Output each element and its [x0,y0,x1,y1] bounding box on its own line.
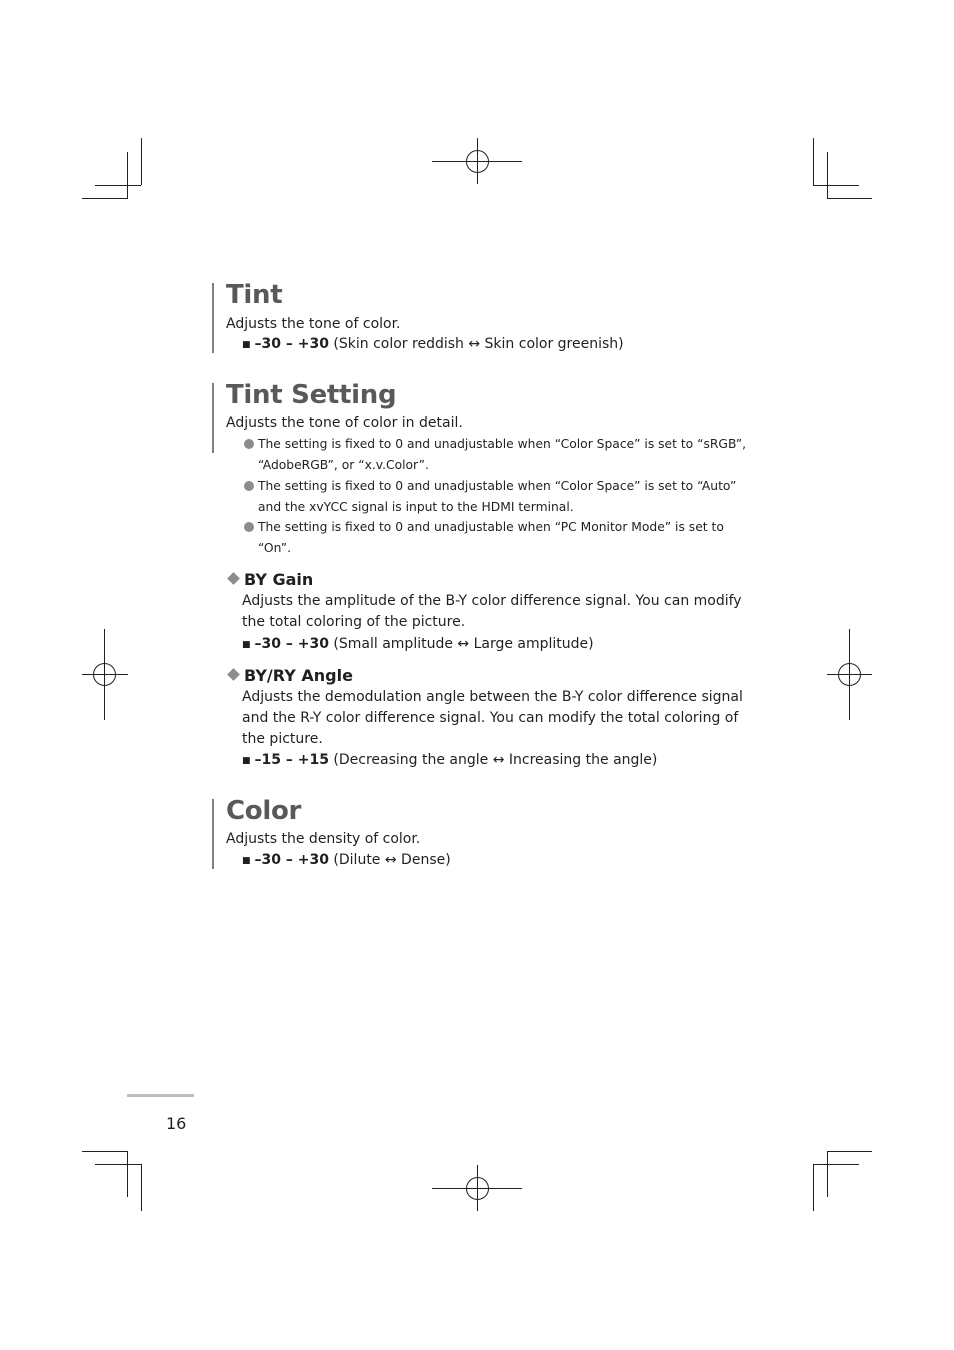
range-line [242,634,594,655]
range-description: (Skin color reddish ↔ Skin color greenish) [328,336,624,352]
subsection-title-by-ry-angle [226,666,353,686]
crop-mark-top-left [82,138,142,199]
section-description: Adjusts the density of color. [226,831,421,847]
note-line: “On”. [258,540,292,555]
subsection-title-text: BY Gain [244,570,314,589]
note-line: The setting is fixed to 0 and unadjustable when “PC Monitor Mode” is set to [258,520,724,534]
registration-mark-right [827,629,872,720]
range-line [242,750,657,771]
registration-mark-bottom [432,1165,522,1211]
range-description: (Dilute ↔ Dense) [328,852,451,868]
section-description: Adjusts the tone of color. [226,316,401,332]
circle-bullet-icon [244,522,254,532]
note-item [244,434,746,476]
note-line: and the xvYCC signal is input to the HDMI terminal. [258,499,574,514]
section-description: Adjusts the tone of color in detail. [226,415,463,431]
note-item [244,476,736,518]
section-bar [212,383,214,453]
footer-rule [127,1094,194,1097]
note-line: “AdobeRGB”, or “x.v.Color”. [258,457,429,472]
crop-mark-top-right [813,138,872,199]
subsection-text: the picture. [242,731,323,747]
square-bullet-icon: ■ [242,640,251,650]
range-value: –30 – +30 [254,852,329,868]
range-description: (Small amplitude ↔ Large amplitude) [328,636,594,652]
section-bar [212,283,214,353]
page-number: 16 [166,1114,187,1133]
circle-bullet-icon [244,481,254,491]
range-line [242,850,451,871]
range-value: –30 – +30 [254,636,329,652]
subsection-text: and the R-Y color difference signal. You can modify the total coloring of [242,710,739,726]
range-line [242,334,624,355]
section-title-color: Color [226,796,302,826]
diamond-icon [227,572,240,585]
range-value: –15 – +15 [254,752,329,768]
range-description: (Decreasing the angle ↔ Increasing the angle) [328,752,658,768]
subsection-title-text: BY/RY Angle [244,666,353,685]
circle-bullet-icon [244,439,254,449]
section-bar [212,799,214,869]
registration-mark-left [82,629,128,720]
square-bullet-icon: ■ [242,340,251,350]
subsection-text: Adjusts the amplitude of the B-Y color difference signal. You can modify [242,593,742,609]
range-value: –30 – +30 [254,336,329,352]
registration-mark-top [432,138,522,184]
subsection-text: Adjusts the demodulation angle between the B-Y color difference signal [242,689,743,705]
crop-mark-bottom-left [82,1151,142,1211]
diamond-icon [227,668,240,681]
note-line: The setting is fixed to 0 and unadjustable when “Color Space” is set to “sRGB”, [258,437,747,451]
square-bullet-icon: ■ [242,856,251,866]
note-item [244,517,724,559]
crop-mark-bottom-right [813,1151,872,1211]
section-title-tint: Tint [226,280,283,310]
note-line: The setting is fixed to 0 and unadjustable when “Color Space” is set to “Auto” [258,479,737,493]
square-bullet-icon: ■ [242,756,251,766]
subsection-title-by-gain [226,570,313,590]
section-title-tint-setting: Tint Setting [226,380,397,410]
subsection-text: the total coloring of the picture. [242,614,466,630]
